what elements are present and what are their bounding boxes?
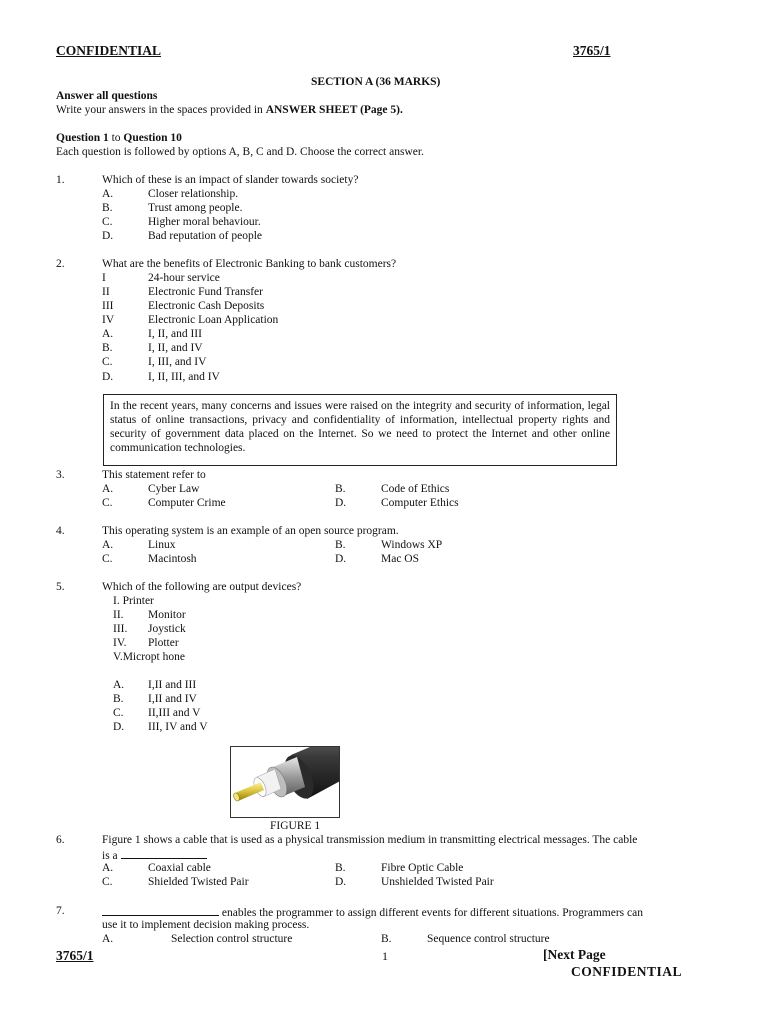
item-label: I [102, 272, 106, 284]
question-text-suffix: enables the programmer to assign different events for different situations. Programmers can [219, 907, 643, 919]
answer-blank [121, 847, 207, 859]
answer-sheet-ref: ANSWER SHEET (Page 5). [265, 104, 403, 116]
item-text: Electronic Cash Deposits [148, 300, 265, 312]
option-text: Closer relationship. [148, 188, 239, 200]
option-text: I,II and IV [148, 693, 197, 705]
option-label: B. [335, 862, 346, 874]
figure-1-cable-image [230, 746, 340, 818]
option-text: Coaxial cable [148, 862, 211, 874]
item-label: IV. [113, 637, 127, 649]
instruction-text [56, 103, 403, 117]
question-range [56, 131, 182, 145]
option-label: A. [102, 933, 114, 945]
option-text: Bad reputation of people [148, 230, 263, 242]
option-text: I, III, and IV [148, 356, 207, 368]
item-label: III. [113, 623, 128, 635]
option-label: C. [102, 216, 113, 228]
header-confidential: CONFIDENTIAL [56, 43, 162, 58]
item-label: V.Micropt hone [113, 651, 185, 663]
option-label: D. [102, 371, 114, 383]
option-label: C. [102, 876, 113, 888]
footer-paper-code: 3765/1 [56, 948, 94, 963]
footer-page-number: 1 [382, 949, 388, 963]
option-label: D. [102, 230, 114, 242]
question-text-prefix: is a [102, 850, 121, 862]
option-label: B. [381, 933, 392, 945]
option-text: Computer Ethics [381, 497, 459, 509]
header-paper-code: 3765/1 [573, 43, 611, 58]
option-label: B. [102, 202, 113, 214]
option-label: D. [335, 497, 347, 509]
item-label: II. [113, 609, 124, 621]
option-label: D. [113, 721, 125, 733]
option-label: C. [102, 497, 113, 509]
instruction-heading: Answer all questions [56, 90, 158, 102]
option-text: Higher moral behaviour. [148, 216, 261, 228]
option-text: Cyber Law [148, 483, 200, 495]
option-text: I, II, and III [148, 328, 202, 340]
option-label: A. [102, 862, 114, 874]
item-text: Plotter [148, 637, 179, 649]
item-label: III [102, 300, 114, 312]
item-label: IV [102, 314, 115, 326]
option-text: Trust among people. [148, 202, 243, 214]
option-label: C. [113, 707, 124, 719]
question-text: Which of the following are output devices? [102, 581, 302, 593]
item-text: 24-hour service [148, 272, 220, 284]
question-number: 5. [56, 581, 65, 593]
option-text: Selection control structure [171, 933, 293, 945]
coaxial-cable-illustration [231, 747, 339, 817]
option-label: B. [335, 483, 346, 495]
option-text: Windows XP [381, 539, 443, 551]
item-label: I. Printer [113, 595, 154, 607]
item-text: Joystick [148, 623, 186, 635]
question-range-end: Question 10 [123, 132, 182, 144]
option-text: Mac OS [381, 553, 420, 565]
option-label: A. [102, 188, 114, 200]
section-title: SECTION A (36 MARKS) [311, 76, 441, 88]
instruction-prefix: Write your answers in the spaces provided in [56, 104, 266, 116]
option-label: A. [113, 679, 125, 691]
option-label: A. [102, 328, 114, 340]
option-label: A. [102, 483, 114, 495]
option-text: I, II, and IV [148, 342, 203, 354]
item-label: II [102, 286, 110, 298]
question-number: 7. [56, 905, 65, 917]
option-text: Unshielded Twisted Pair [381, 876, 494, 888]
question-text-line-1: Figure 1 shows a cable that is used as a physical transmission medium in transmitting electrical messages. The cable [102, 834, 638, 846]
answer-blank [102, 904, 219, 916]
option-label: D. [335, 553, 347, 565]
footer-next-page: [Next Page [543, 947, 606, 962]
option-text: Sequence control structure [427, 933, 550, 945]
item-text: Monitor [148, 609, 186, 621]
item-text: Electronic Loan Application [148, 314, 279, 326]
option-text: II,III and V [148, 707, 201, 719]
question-range-start: Question 1 [56, 132, 109, 144]
option-label: A. [102, 539, 114, 551]
option-text: Macintosh [148, 553, 197, 565]
option-label: C. [102, 553, 113, 565]
option-text: I, II, III, and IV [148, 371, 220, 383]
passage-box: In the recent years, many concerns and issues were raised on the integrity and security of information, legal status of online transactions, privacy and confidentiality of information, intellectual property rights and security of government data placed on the Internet. So we need to protect the Internet and other online communication technologies. [103, 394, 617, 466]
option-text: Fibre Optic Cable [381, 862, 464, 874]
figure-1-caption: FIGURE 1 [270, 820, 321, 832]
option-text: III, IV and V [148, 721, 208, 733]
question-text: This operating system is an example of an open source program. [102, 525, 399, 537]
question-number: 2. [56, 258, 65, 270]
option-label: B. [113, 693, 124, 705]
question-number: 4. [56, 525, 65, 537]
option-text: Code of Ethics [381, 483, 450, 495]
question-range-to: to [108, 132, 124, 144]
question-number: 1. [56, 174, 65, 186]
option-label: C. [102, 356, 113, 368]
option-label: D. [335, 876, 347, 888]
option-text: Shielded Twisted Pair [148, 876, 249, 888]
option-text: Computer Crime [148, 497, 226, 509]
option-text: I,II and III [148, 679, 197, 691]
option-text: Linux [148, 539, 176, 551]
question-number: 6. [56, 834, 65, 846]
question-text-line-2: use it to implement decision making process. [102, 919, 310, 931]
question-text: This statement refer to [102, 469, 206, 481]
question-text: What are the benefits of Electronic Banking to bank customers? [102, 258, 397, 270]
option-label: B. [102, 342, 113, 354]
question-range-description: Each question is followed by options A, B, C and D. Choose the correct answer. [56, 146, 424, 158]
item-text: Electronic Fund Transfer [148, 286, 263, 298]
question-number: 3. [56, 469, 65, 481]
footer-confidential: CONFIDENTIAL [571, 964, 683, 979]
option-label: B. [335, 539, 346, 551]
question-text: Which of these is an impact of slander towards society? [102, 174, 359, 186]
